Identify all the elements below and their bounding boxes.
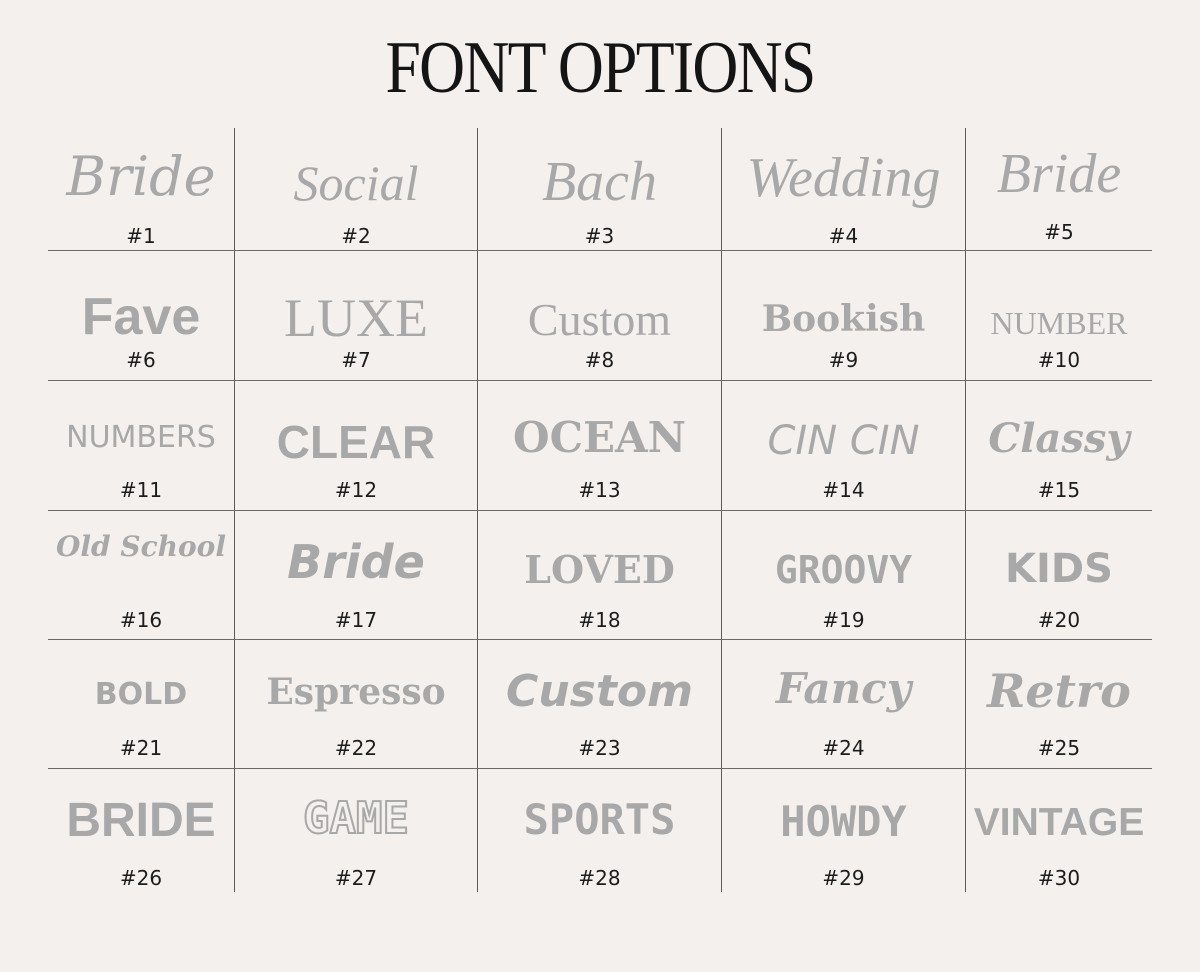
font-number: #11 (119, 478, 163, 502)
font-sample: Retro (987, 664, 1131, 718)
font-number: #5 (1044, 220, 1074, 244)
font-number: #23 (578, 736, 621, 760)
font-number: #29 (822, 866, 865, 890)
font-number: #24 (822, 736, 865, 760)
page-title: FONT OPTIONS (385, 27, 815, 109)
font-option-cell[interactable] (478, 251, 721, 380)
font-sample: HOWDY (780, 797, 907, 846)
font-number: #28 (578, 866, 621, 890)
font-option-cell[interactable] (722, 511, 965, 639)
font-sample: VINTAGE (973, 801, 1145, 844)
font-sample: Custom (506, 666, 693, 717)
font-sample: LOVED (524, 547, 675, 592)
font-sample: CIN CIN (767, 418, 920, 464)
font-sample: Social (293, 155, 419, 211)
font-number: #4 (828, 224, 859, 248)
font-option-cell[interactable] (48, 128, 234, 250)
font-number: #25 (1037, 736, 1081, 760)
font-option-cell[interactable] (235, 511, 477, 639)
font-number: #12 (334, 478, 378, 502)
font-number: #17 (334, 608, 378, 632)
font-sample: OCEAN (512, 413, 686, 462)
font-option-cell[interactable] (478, 640, 721, 768)
font-sample: Espresso (266, 671, 446, 713)
font-number: #27 (334, 866, 378, 890)
font-number: #8 (584, 348, 615, 372)
font-option-cell[interactable] (966, 640, 1152, 768)
font-number: #1 (126, 224, 156, 248)
font-sample: Bride (66, 145, 216, 208)
font-option-cell[interactable] (48, 381, 234, 510)
font-sample: Classy (988, 415, 1130, 462)
font-option-cell[interactable] (235, 251, 477, 380)
font-option-cell[interactable] (48, 640, 234, 768)
font-option-cell[interactable] (722, 381, 965, 510)
font-option-cell[interactable] (478, 381, 721, 510)
font-option-cell[interactable] (235, 128, 477, 250)
font-sample: GROOVY (774, 548, 913, 592)
font-sample: Wedding (746, 147, 941, 209)
font-number: #9 (828, 348, 859, 372)
font-number: #22 (334, 736, 378, 760)
font-option-cell[interactable] (478, 769, 721, 892)
font-option-cell[interactable] (48, 511, 234, 639)
font-option-cell[interactable] (235, 769, 477, 892)
font-option-cell[interactable] (48, 251, 234, 380)
font-sample: Bride (996, 143, 1122, 205)
font-option-cell[interactable] (478, 128, 721, 250)
font-option-cell[interactable] (966, 511, 1152, 639)
font-number: #21 (119, 736, 163, 760)
font-option-cell[interactable] (235, 640, 477, 768)
font-sample: NUMBERS (66, 420, 216, 455)
font-option-cell[interactable] (966, 381, 1152, 510)
font-sample: KIDS (1005, 546, 1113, 592)
font-number: #26 (119, 866, 163, 890)
font-sample: GAME (303, 793, 409, 844)
font-grid (48, 128, 1152, 892)
font-option-cell[interactable] (966, 128, 1152, 250)
font-option-cell[interactable] (722, 128, 965, 250)
font-sample: Custom (527, 294, 672, 345)
font-number: #7 (341, 348, 371, 372)
font-option-cell[interactable] (478, 511, 721, 639)
font-sample: Bride (287, 535, 425, 589)
font-option-cell[interactable] (966, 769, 1152, 892)
font-sample: Bookish (761, 298, 926, 340)
font-number: #20 (1037, 608, 1081, 632)
font-sample: NUMBER (990, 305, 1128, 341)
font-option-cell[interactable] (722, 251, 965, 380)
font-sample: BRIDE (66, 794, 216, 847)
font-option-cell[interactable] (48, 769, 234, 892)
font-number: #3 (584, 224, 615, 248)
font-number: #10 (1037, 348, 1081, 372)
font-sample: Old School (56, 530, 226, 563)
font-number: #16 (119, 608, 163, 632)
font-sample: Fave (81, 288, 201, 346)
font-number: #2 (341, 224, 371, 248)
font-option-cell[interactable] (966, 251, 1152, 380)
font-number: #14 (822, 478, 865, 502)
font-sample: SPORTS (523, 795, 676, 844)
font-sample: CLEAR (276, 416, 436, 468)
font-number: #13 (578, 478, 621, 502)
font-number: #30 (1037, 866, 1081, 890)
font-option-cell[interactable] (722, 640, 965, 768)
font-sample: LUXE (284, 288, 428, 348)
font-number: #19 (822, 608, 865, 632)
font-option-cell[interactable] (235, 381, 477, 510)
font-number: #15 (1037, 478, 1081, 502)
font-number: #18 (578, 608, 621, 632)
font-option-cell[interactable] (722, 769, 965, 892)
font-number: #6 (126, 348, 156, 372)
font-sample: Bach (541, 151, 658, 213)
font-sample: BOLD (94, 677, 188, 712)
font-sample: Fancy (775, 664, 912, 713)
